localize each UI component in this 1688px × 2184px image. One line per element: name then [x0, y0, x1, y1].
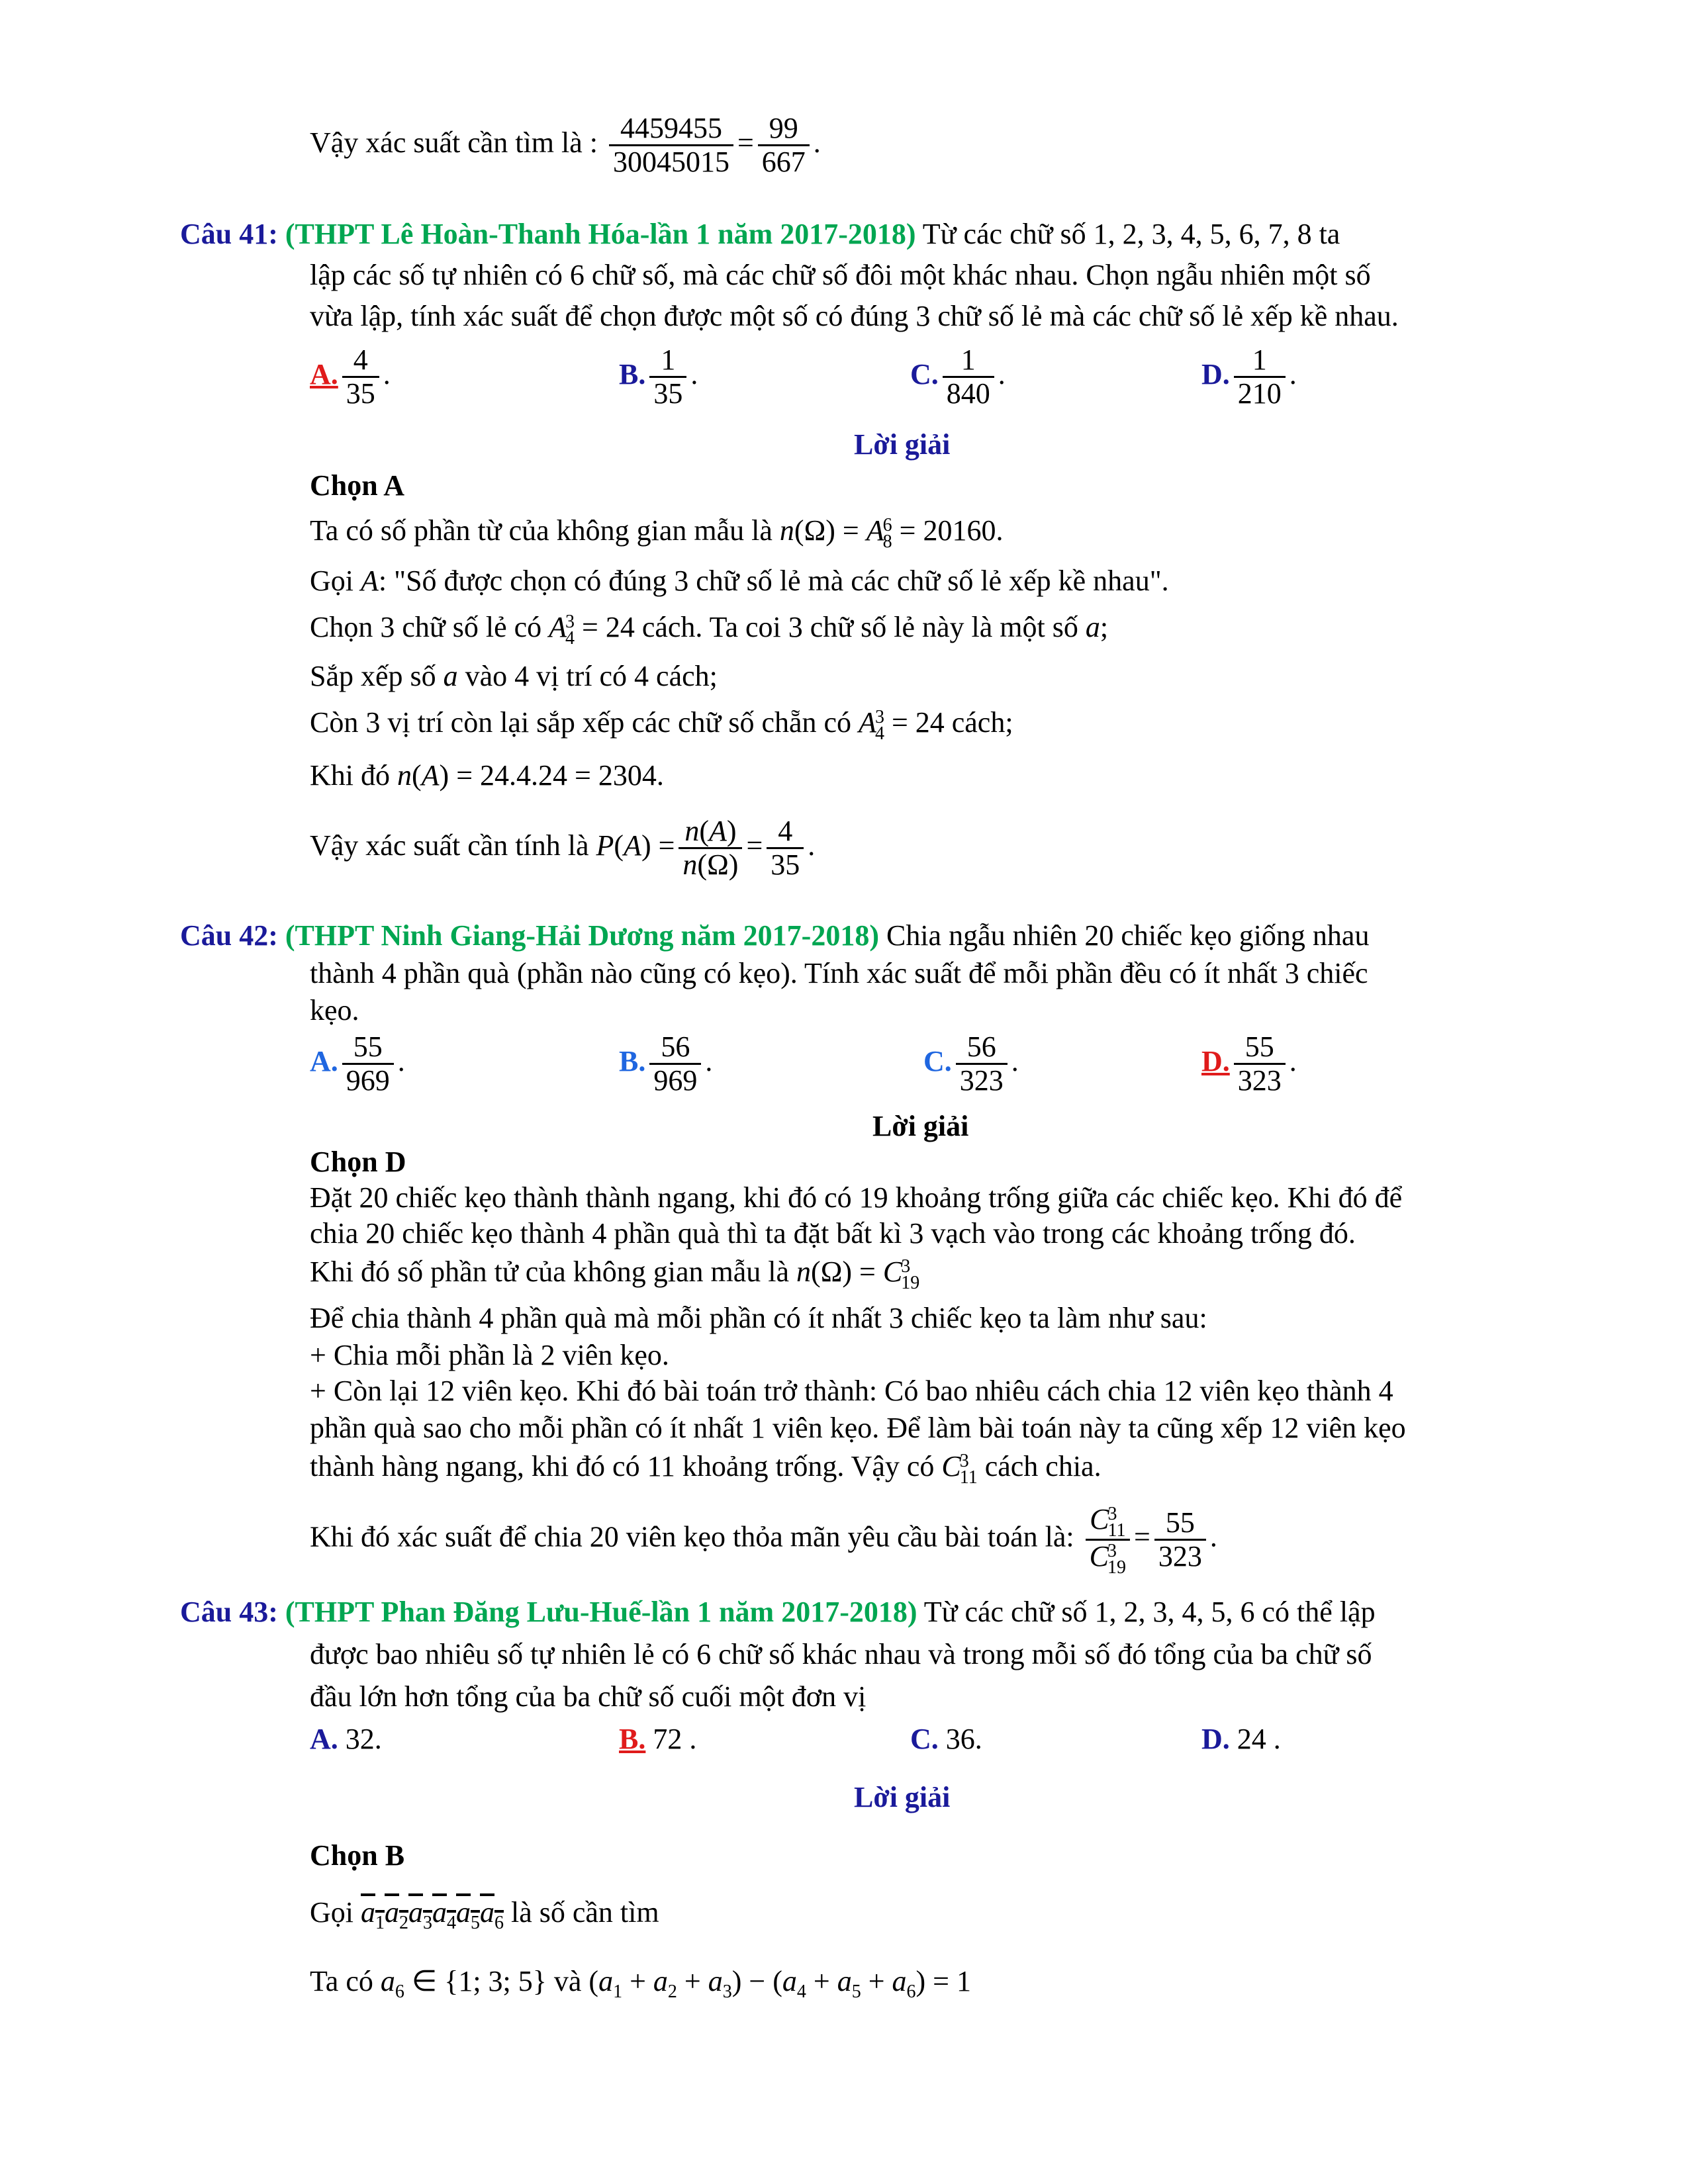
- q41-option-d: D. $\frac{1}{210}$ .: [1201, 343, 1297, 410]
- fraction: $\frac{99}{667}$: [758, 113, 810, 179]
- q42-solution-line2: chia 20 chiếc kẹo thành 4 phần quà thì ta đặt bất kì 3 vạch vào trong các khoảng trống đó.: [310, 1217, 1356, 1250]
- prev-answer-text: Vậy xác suất cần tìm là :: [310, 126, 598, 159]
- q43-choose: Chọn B: [310, 1839, 405, 1872]
- q41-solution-line2: Gọi A: "Số được chọn có đúng 3 chữ số lẻ mà các chữ số lẻ xếp kề nhau".: [310, 565, 1169, 597]
- q41-solution-line1: Ta có số phần từ của không gian mẫu là n(Ω) = A 6 8 = 20160.: [310, 514, 1004, 552]
- q41-option-c: C. $\frac{1}{840}$ .: [910, 343, 1006, 410]
- q42-solution-line6: + Còn lại 12 viên kẹo. Khi đó bài toán trở thành: Có bao nhiêu cách chia 12 viên kẹo thành 4: [310, 1375, 1393, 1407]
- q42-solution-line7: phần quà sao cho mỗi phần có ít nhất 1 viên kẹo. Để làm bài toán này ta cũng xếp 12 viên kẹo: [310, 1412, 1406, 1444]
- q43-solution-line2: Ta có $a_6$ ∈ {1; 3; 5} và $(a_1 + a_2 + a_3) - (a_4 + a_5 + a_6) = 1$: [310, 1965, 971, 2002]
- q43-option-c: C. 36.: [910, 1723, 982, 1755]
- question-43-line3: đầu lớn hơn tổng của ba chữ số cuối một đơn vị: [310, 1680, 867, 1713]
- question-source: (THPT Lê Hoàn-Thanh Hóa-lần 1 năm 2017-2018): [285, 218, 916, 250]
- question-text: Từ các chữ số 1, 2, 3, 4, 5, 6 có thể lập: [923, 1596, 1376, 1628]
- question-source: (THPT Phan Đăng Lưu-Huế-lần 1 năm 2017-2018): [285, 1596, 917, 1628]
- q41-solution-line6: Khi đó n(A) = 24.4.24 = 2304.: [310, 759, 664, 792]
- q41-solution-line4: Sắp xếp số a vào 4 vị trí có 4 cách;: [310, 660, 718, 692]
- question-43-line2: được bao nhiêu số tự nhiên lẻ có 6 chữ số khác nhau và trong mỗi số đó tổng của ba chữ số: [310, 1638, 1372, 1670]
- q43-solution-title: Lời giải: [854, 1781, 951, 1813]
- question-label: Câu 42:: [180, 919, 278, 952]
- question-41-line3: vừa lập, tính xác suất để chọn được một số có đúng 3 chữ số lẻ mà các chữ số lẻ xếp kề nhau.: [310, 300, 1399, 332]
- question-source: (THPT Ninh Giang-Hải Dương năm 2017-2018): [285, 919, 879, 952]
- q41-choose: Chọn A: [310, 469, 405, 502]
- q41-solution-line5: Còn 3 vị trí còn lại sắp xếp các chữ số chẵn có A 3 4 = 24 cách;: [310, 706, 1013, 744]
- q41-option-b: B. $\frac{1}{35}$ .: [619, 343, 698, 410]
- q42-solution-line8: thành hàng ngang, khi đó có 11 khoảng trống. Vậy có C 3 11 cách chia.: [310, 1450, 1102, 1488]
- q43-solution-line1: Gọi $a_1a_2a_3a_4a_5a_6$ là số cần tìm: [310, 1896, 659, 1933]
- q42-choose: Chọn D: [310, 1146, 406, 1178]
- question-41-header: [180, 218, 1340, 250]
- question-label: Câu 41:: [180, 218, 278, 250]
- question-43-header: [180, 1596, 1376, 1628]
- q42-solution-title: Lời giải: [872, 1110, 969, 1142]
- q41-solution-title: Lời giải: [854, 428, 951, 461]
- q41-solution-line7: Vậy xác suất cần tính là P(A) = $\frac{n(A)}{n(\Omega)}$ = $\frac{4}{35}$ .: [310, 815, 816, 882]
- q42-solution-line3: Khi đó số phần tử của không gian mẫu là n(Ω) = C 3 19: [310, 1255, 920, 1293]
- fraction: $\frac{4459455}{30045015}$: [609, 113, 733, 179]
- q42-option-a: A. $\frac{55}{969}$ .: [310, 1030, 405, 1097]
- question-42-header: [180, 920, 1369, 952]
- question-42-line2: thành 4 phần quà (phần nào cũng có kẹo). Tính xác suất để mỗi phần đều có ít nhất 3 chiếc: [310, 957, 1368, 989]
- q42-solution-line4: Để chia thành 4 phần quà mà mỗi phần có ít nhất 3 chiếc kẹo ta làm như sau:: [310, 1302, 1207, 1334]
- q41-option-a: A. $\frac{4}{35}$ .: [310, 343, 391, 410]
- question-text: Chia ngẫu nhiên 20 chiếc kẹo giống nhau: [886, 919, 1370, 952]
- q42-solution-line1: Đặt 20 chiếc kẹo thành thành ngang, khi đó có 19 khoảng trống giữa các chiếc kẹo. Khi đó để: [310, 1181, 1403, 1214]
- q42-solution-line9: Khi đó xác suất để chia 20 viên kẹo thỏa mãn yêu cầu bài toán là: C 3 11 C 3 19 = $\frac{55}{323}$ .: [310, 1503, 1217, 1578]
- q43-option-a: A. 32.: [310, 1723, 382, 1755]
- q42-solution-line5: + Chia mỗi phần là 2 viên kẹo.: [310, 1339, 669, 1371]
- q41-solution-line3: Chọn 3 chữ số lẻ có A 3 4 = 24 cách. Ta coi 3 chữ số lẻ này là một số a;: [310, 611, 1109, 649]
- q42-option-c: C. $\frac{56}{323}$ .: [923, 1030, 1019, 1097]
- prev-answer-line: Vậy xác suất cần tìm là : $\frac{4459455}{30045015}$ = $\frac{99}{667}$ .: [310, 112, 821, 179]
- question-label: Câu 43:: [180, 1596, 278, 1628]
- q43-option-b: B. 72 .: [619, 1723, 697, 1755]
- question-41-line2: lập các số tự nhiên có 6 chữ số, mà các chữ số đôi một khác nhau. Chọn ngẫu nhiên một số: [310, 259, 1371, 291]
- question-42-line3: kẹo.: [310, 994, 359, 1026]
- q42-option-b: B. $\frac{56}{969}$ .: [619, 1030, 713, 1097]
- q43-option-d: D. 24 .: [1201, 1723, 1281, 1755]
- question-text: Từ các chữ số 1, 2, 3, 4, 5, 6, 7, 8 ta: [922, 218, 1340, 250]
- q42-option-d: D. $\frac{55}{323}$ .: [1201, 1030, 1297, 1097]
